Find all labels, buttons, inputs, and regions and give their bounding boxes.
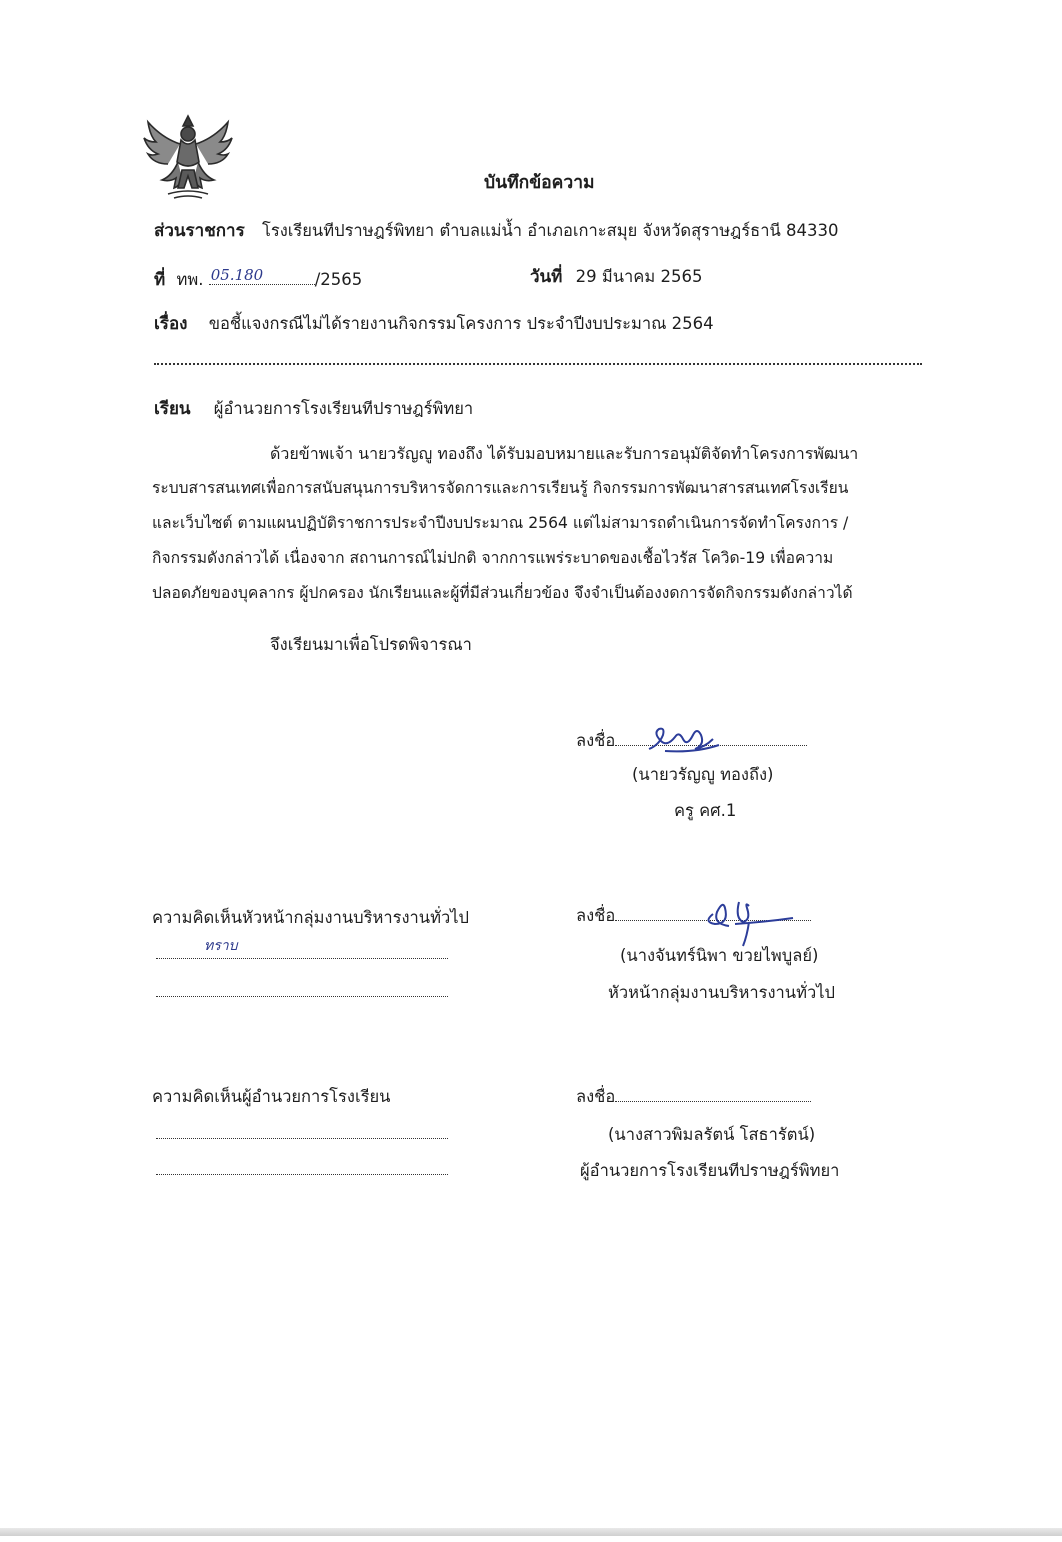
group-head-name: (นางจันทร์นิพา ขวยไพบูลย์): [620, 946, 819, 965]
agency-label: ส่วนราชการ: [154, 221, 245, 241]
group-head-handwritten-comment: ทราบ: [204, 938, 238, 954]
director-signature-line: [615, 1101, 811, 1102]
author-position: ครู คศ.1: [674, 801, 737, 820]
scan-bottom-edge: [0, 1528, 1062, 1536]
reference-prefix: ทพ.: [176, 270, 204, 289]
paragraph-line: ระบบสารสนเทศเพื่อการสนับสนุนการบริหารจัดการและการเรียนรู้ กิจกรรมการพัฒนาสารสนเทศโรงเรียน: [152, 479, 849, 497]
director-position: ผู้อำนวยการโรงเรียนทีปราษฎร์พิทยา: [580, 1161, 840, 1180]
header-divider: [154, 363, 922, 365]
reference-year: /2565: [314, 270, 363, 289]
group-head-signature-image: [699, 894, 795, 950]
author-signature-image: [645, 723, 725, 757]
director-comment-label: ความคิดเห็นผู้อำนวยการโรงเรียน: [152, 1087, 391, 1106]
director-signature-row: [576, 1086, 811, 1108]
director-comment-line: [156, 1174, 448, 1175]
garuda-emblem-icon: [138, 110, 238, 206]
closing-line: จึงเรียนมาเพื่อโปรดพิจารณา: [270, 635, 472, 654]
reference-label: ที่: [154, 270, 166, 290]
agency-value: โรงเรียนทีปราษฎร์พิทยา ตำบลแม่น้ำ อำเภอเกาะสมุย จังหวัดสุราษฎร์ธานี 84330: [261, 221, 839, 240]
author-name: (นายวรัญญู ทองถึง): [632, 765, 774, 784]
subject-label: เรื่อง: [154, 314, 188, 334]
paragraph-line: และเว็บไซต์ ตามแผนปฏิบัติราชการประจำปีงบประมาณ 2564 แต่ไม่สามารถดำเนินการจัดทำโครงการ /: [152, 514, 849, 532]
document-title: บันทึกข้อความ: [484, 173, 595, 193]
group-head-position: หัวหน้ากลุ่มงานบริหารงานทั่วไป: [608, 983, 835, 1002]
author-sign-label: ลงชื่อ: [576, 731, 616, 750]
group-head-signature-line: [615, 920, 811, 921]
paragraph-line: ปลอดภัยของบุคลากร ผู้ปกครอง นักเรียนและผู้ที่มีส่วนเกี่ยวข้อง จึงจำเป็นต้องงดการจัดกิจกรรมดังกล่าวได้: [152, 584, 853, 602]
author-signature-row: [576, 730, 807, 752]
addressee-value: ผู้อำนวยการโรงเรียนทีปราษฎร์พิทยา: [213, 399, 474, 418]
date-row: [530, 266, 702, 288]
director-sign-label: ลงชื่อ: [576, 1087, 616, 1106]
reference-row: [154, 266, 362, 291]
subject-row: [154, 313, 714, 335]
paragraph-line: กิจกรรมดังกล่าวได้ เนื่องจาก สถานการณ์ไม่ปกติ จากการแพร่ระบาดของเชื้อไวรัส โควิด-19 เพื่อความ: [152, 549, 834, 567]
paragraph-line: ด้วยข้าพเจ้า นายวรัญญู ทองถึง ได้รับมอบหมายและรับการอนุมัติจัดทำโครงการพัฒนา: [270, 444, 859, 463]
subject-value: ขอชี้แจงกรณีไม่ได้รายงานกิจกรรมโครงการ ประจำปีงบประมาณ 2564: [208, 314, 714, 333]
director-comment-line: [156, 1138, 448, 1139]
body-paragraph: [152, 436, 924, 611]
reference-handwritten-number: 05.180: [210, 266, 264, 284]
director-name: (นางสาวพิมลรัตน์ โสธารัตน์): [608, 1125, 816, 1144]
group-head-comment-label: ความคิดเห็นหัวหน้ากลุ่มงานบริหารงานทั่วไป: [152, 908, 469, 927]
group-head-comment-line: [156, 938, 448, 959]
group-head-sign-label: ลงชื่อ: [576, 906, 616, 925]
reference-number-field: [209, 266, 315, 285]
date-value: 29 มีนาคม 2565: [575, 267, 703, 286]
agency-row: [154, 220, 838, 242]
group-head-comment-line: [156, 996, 448, 997]
author-signature-line: [615, 745, 807, 746]
addressee-row: [154, 398, 473, 420]
addressee-label: เรียน: [154, 399, 191, 419]
date-label: วันที่: [530, 267, 563, 287]
group-head-signature-row: [576, 905, 811, 927]
